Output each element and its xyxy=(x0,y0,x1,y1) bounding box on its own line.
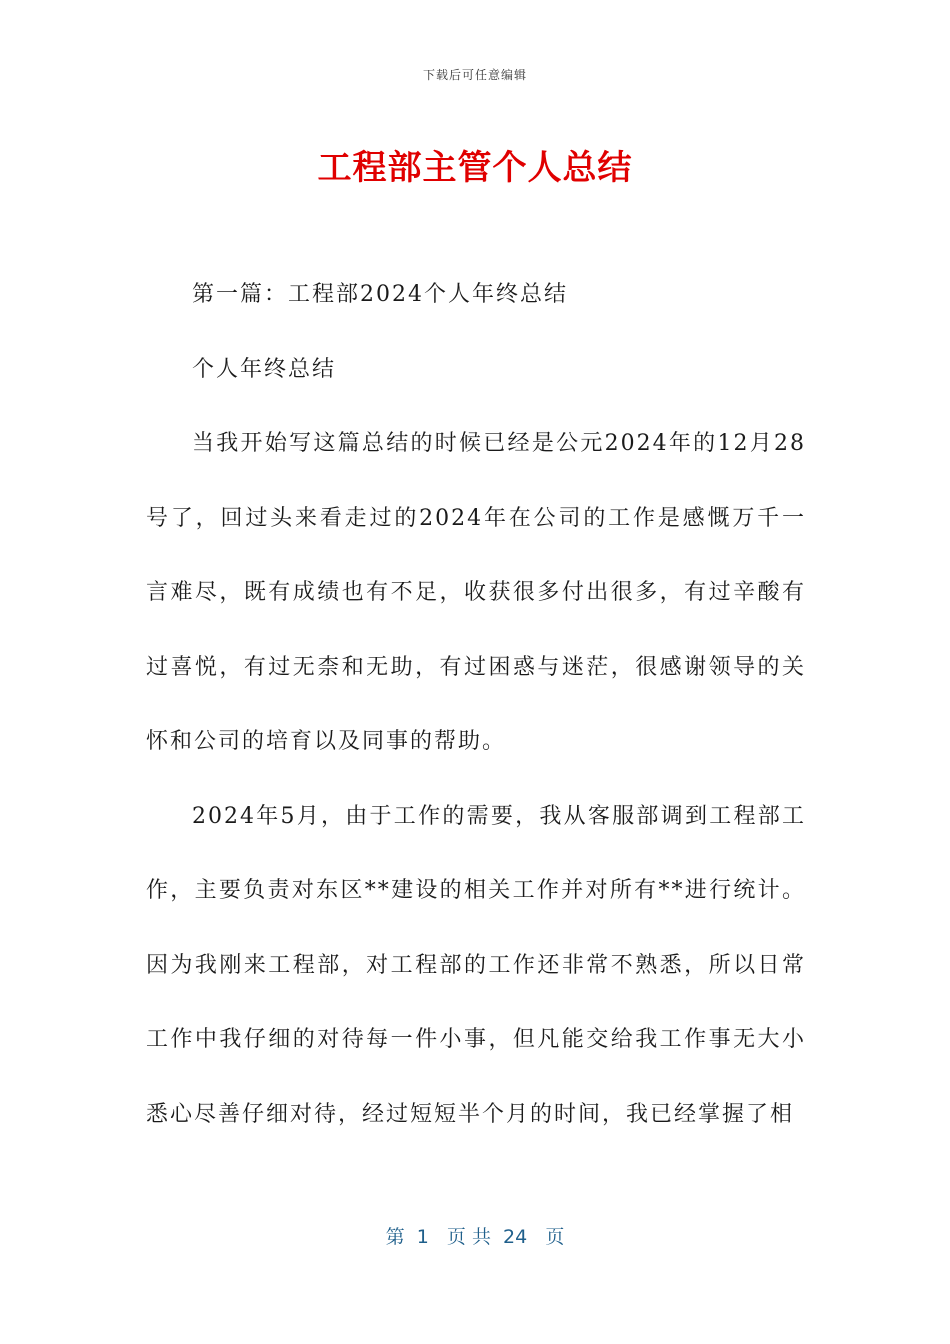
section-heading: 第一篇：工程部2024个人年终总结 xyxy=(192,282,568,307)
document-title: 工程部主管个人总结 xyxy=(317,148,633,188)
document-body xyxy=(146,258,806,1152)
subheading: 个人年终总结 xyxy=(192,356,337,382)
body-paragraph: 当我开始写这篇总结的时候已经是公元2024年的12月28号了，回过头来看走过的2024年在公司的工作是感慨万千一言难尽，既有成绩也有不足，收获很多付出很多，有过辛酸有过喜悦，有过无柰和无助，有过困惑与迷茫，很感谢领导的关怀和公司的培育以及同事的帮助。 xyxy=(146,431,806,754)
body-paragraph: 2024年5月，由于工作的需要，我从客服部调到工程部工作，主要负责对东区**建设的相关工作并对所有**进行统计。因为我刚来工程部，对工程部的工作还非常不熟悉，所以日常工作中我仔细的对待每一件小事，但凡能交给我工作事无大小悉心尽善仔细对待，经过短短半个月的时间，我已经掌握了相 xyxy=(146,803,806,1127)
page-number-footer: 第 1 页 共 24 页 xyxy=(385,1226,565,1248)
header-note: 下载后可任意编辑 xyxy=(422,68,527,82)
